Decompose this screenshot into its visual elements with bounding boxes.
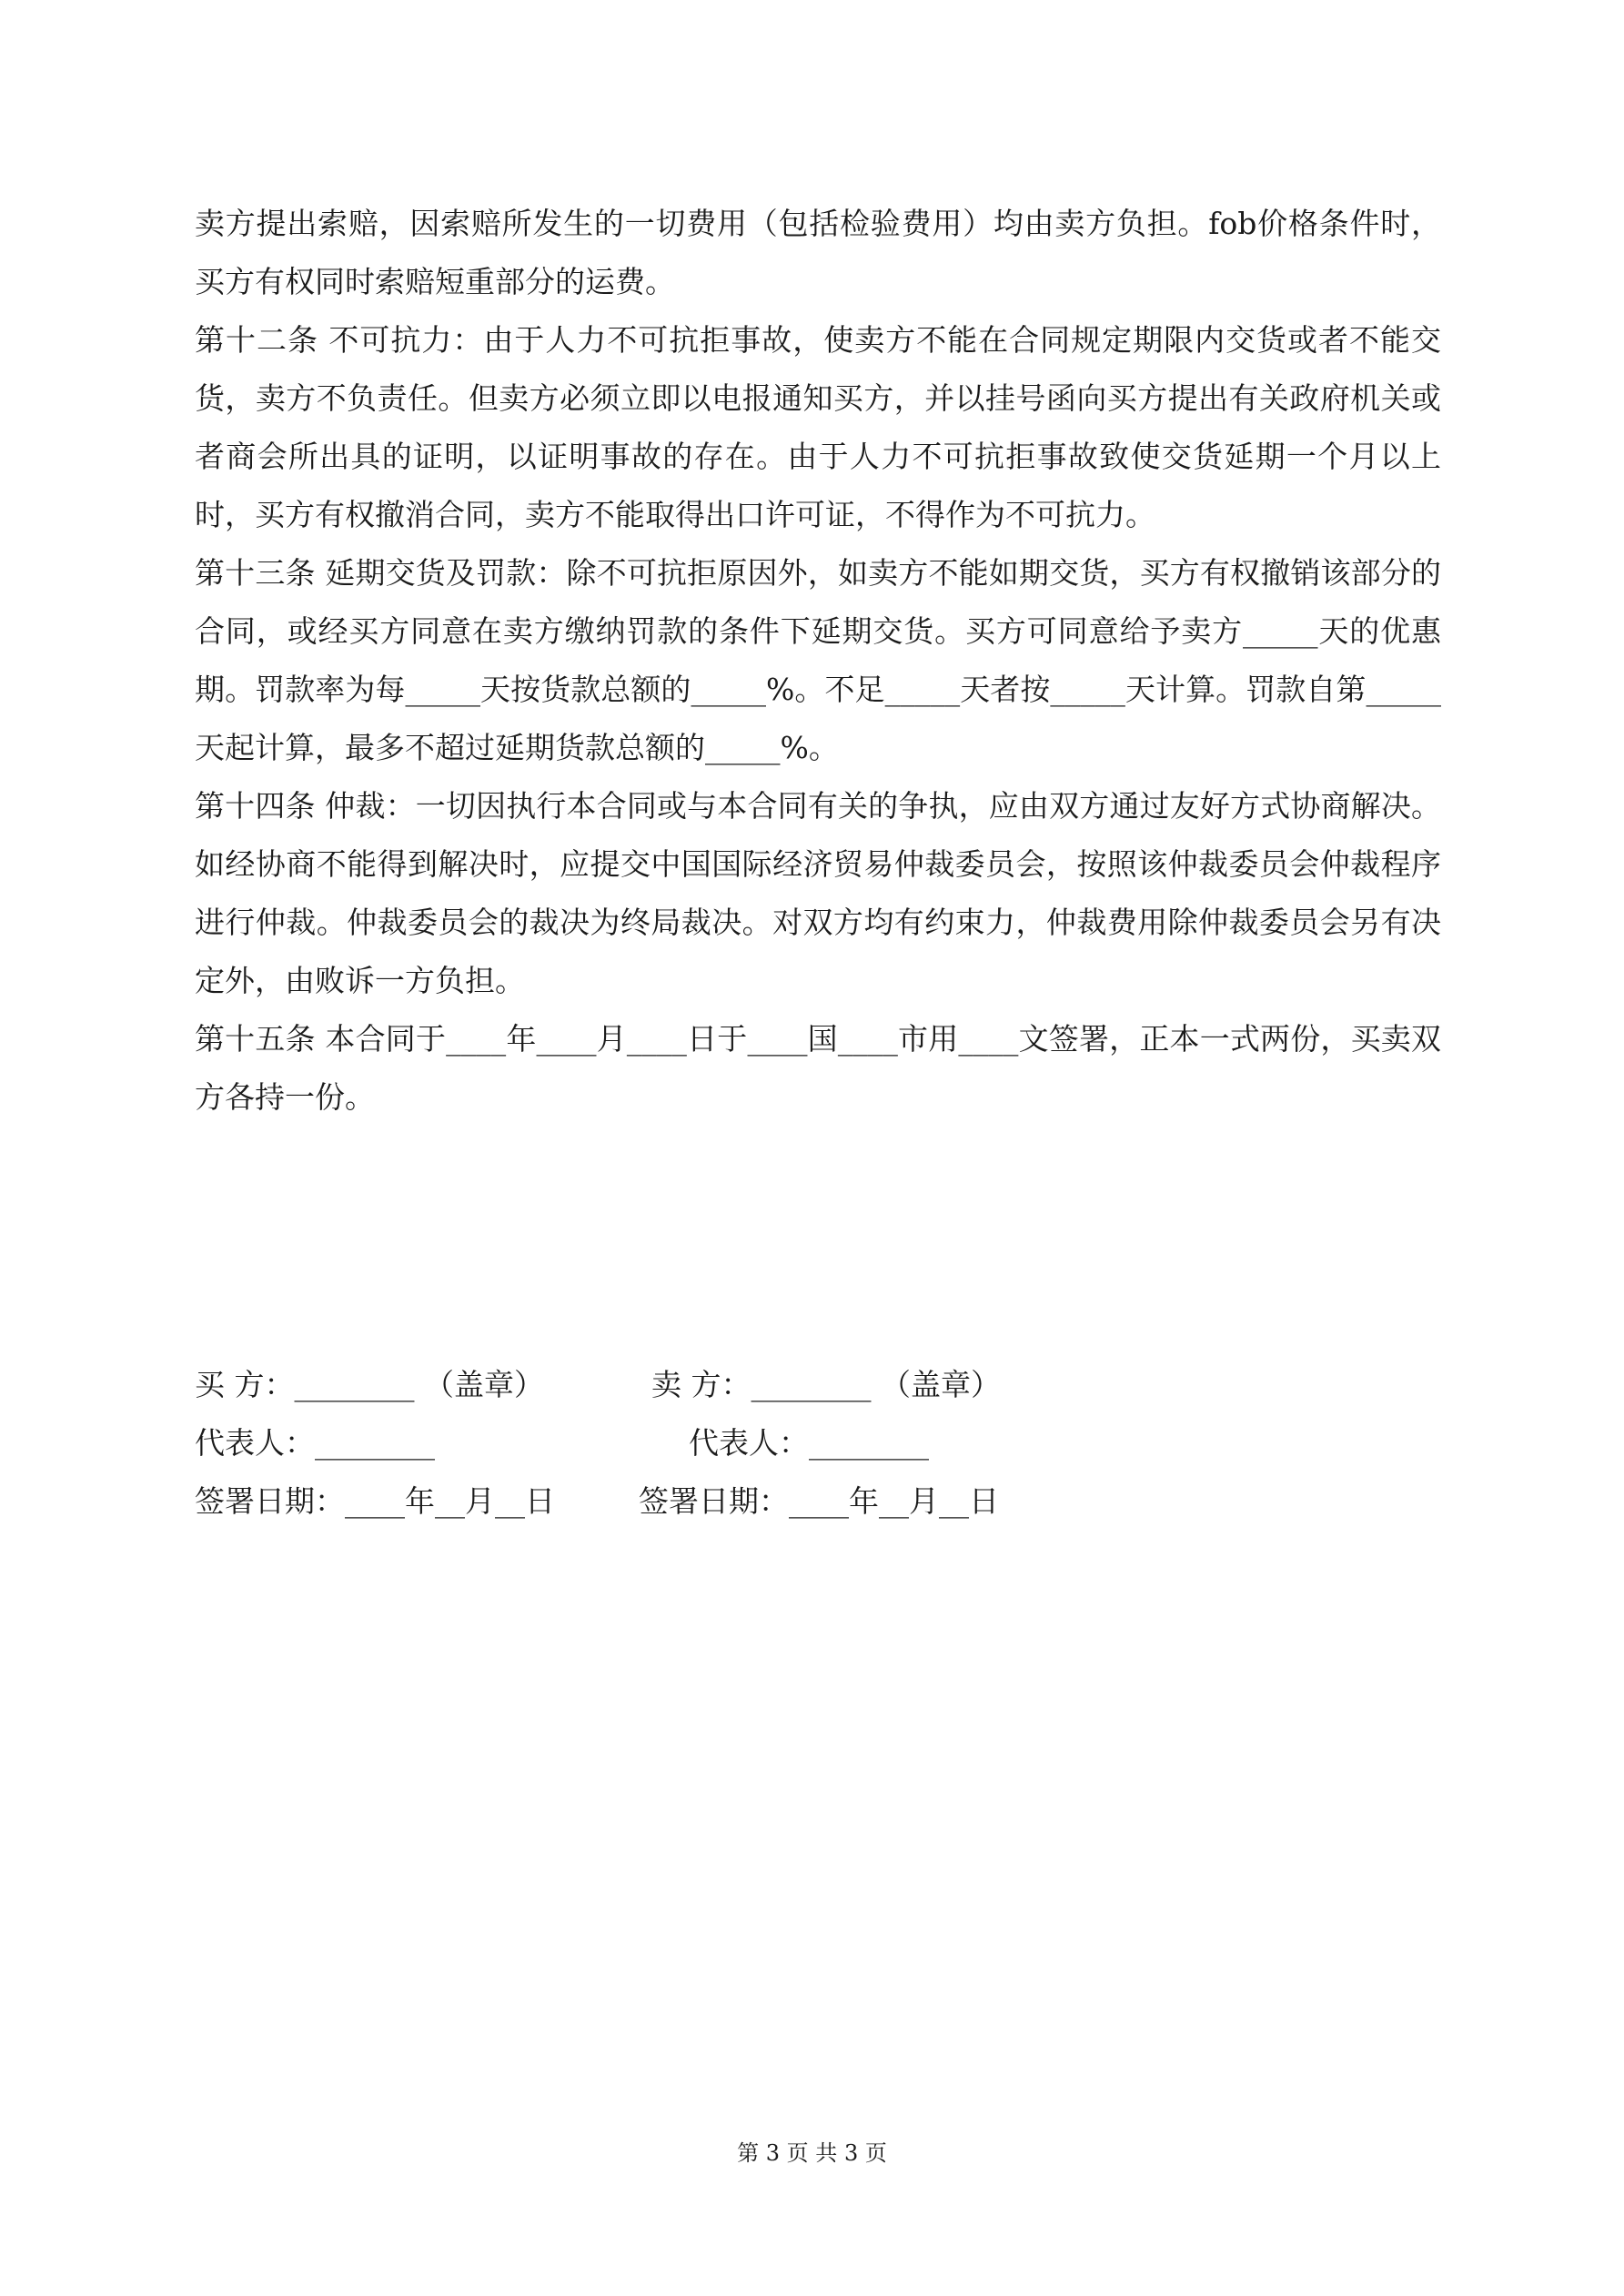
seller-signing-date-line: 签署日期：____年__月__日 [639, 1483, 999, 1519]
signature-representative-row [195, 1414, 1441, 1472]
seller-party-line: 卖 方：________ （盖章） [651, 1367, 1001, 1402]
paragraph-claim-costs: 卖方提出索赔，因索赔所发生的一切费用（包括检验费用）均由卖方负担。fob价格条件时，买方有权同时索赔短重部分的运费。 [195, 206, 1441, 299]
buyer-party-line: 买 方：________ （盖章） [195, 1367, 544, 1402]
signature-date-row [195, 1472, 1441, 1531]
seller-representative-line: 代表人：________ [689, 1425, 929, 1461]
signature-party-row [195, 1356, 1441, 1414]
paragraph-article-14-arbitration: 第十四条 仲裁：一切因执行本合同或与本合同有关的争执，应由双方通过友好方式协商解决。如经协商不能得到解决时，应提交中国国际经济贸易仲裁委员会，按照该仲裁委员会仲裁程序进行仲裁。仲裁委员会的裁决为终局裁决。对双方均有约束力，仲裁费用除仲裁委员会另有决定外，由败诉一方负担。 [195, 788, 1441, 998]
paragraph-article-12-force-majeure: 第十二条 不可抗力：由于人力不可抗拒事故，使卖方不能在合同规定期限内交货或者不能交货，卖方不负责任。但卖方必须立即以电报通知买方，并以挂号函向买方提出有关政府机关或者商会所出具的证明，以证明事故的存在。由于人力不可抗拒事故致使交货延期一个月以上时，买方有权撤消合同，卖方不能取得出口许可证，不得作为不可抗力。 [195, 322, 1441, 532]
buyer-representative-line: 代表人：________ [195, 1425, 435, 1461]
page-number-footer: 第 3 页 共 3 页 [737, 2140, 887, 2166]
buyer-signing-date-line: 签署日期：____年__月__日 [195, 1483, 555, 1519]
signature-block [195, 1356, 1441, 1531]
contract-body [195, 195, 1441, 1127]
paragraph-article-13-delay-penalty: 第十三条 延期交货及罚款：除不可抗拒原因外，如卖方不能如期交货，买方有权撤销该部分的合同，或经买方同意在卖方缴纳罚款的条件下延期交货。买方可同意给予卖方_____天的优惠期。罚款率为每_____天按货款总额的_____%。不足_____天者按_____天计算。罚款自第_____天起计算，最多不超过延期货款总额的_____%。 [195, 555, 1441, 765]
paragraph-article-15-signing: 第十五条 本合同于____年____月____日于____国____市用____文签署，正本一式两份，买卖双方各持一份。 [195, 1021, 1441, 1115]
